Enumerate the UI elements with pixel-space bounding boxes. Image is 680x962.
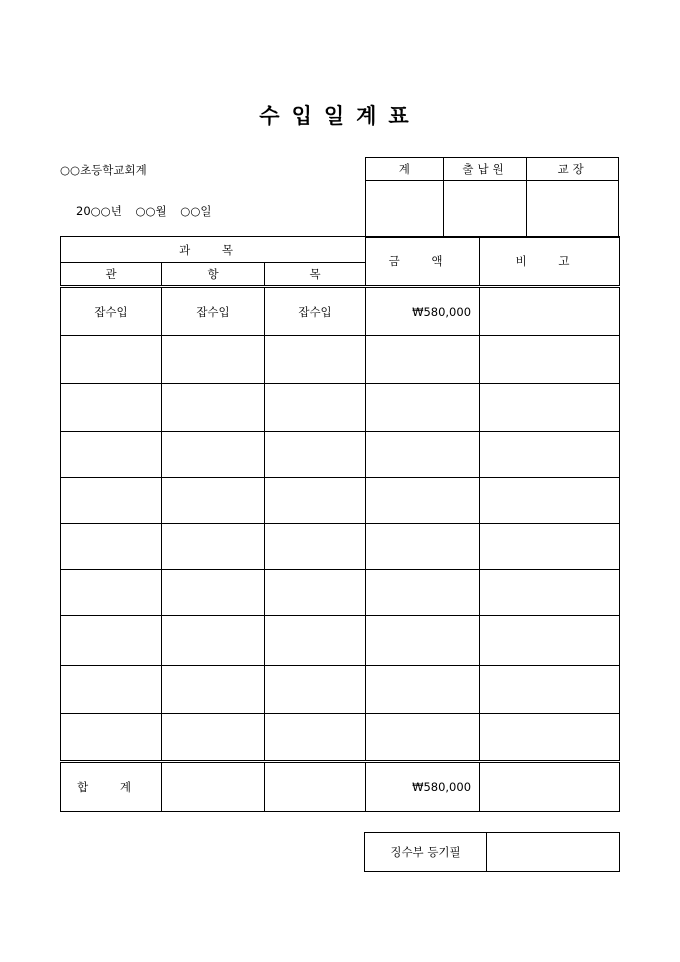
approval-sign-clerk[interactable] (366, 181, 444, 238)
empty-cell[interactable] (366, 570, 480, 616)
empty-cell[interactable] (480, 432, 620, 478)
approval-sign-principal[interactable] (527, 181, 619, 238)
empty-cell[interactable] (61, 336, 162, 384)
empty-cell[interactable] (480, 478, 620, 524)
ledger-box (364, 832, 620, 872)
empty-cell[interactable] (265, 384, 366, 432)
approval-header-clerk: 계 (366, 158, 444, 181)
empty-cell[interactable] (366, 384, 480, 432)
total-empty-cell (162, 762, 265, 812)
empty-cell[interactable] (480, 570, 620, 616)
empty-cell[interactable] (265, 666, 366, 714)
empty-cell[interactable] (480, 714, 620, 762)
empty-cell[interactable] (480, 336, 620, 384)
total-remark[interactable] (480, 762, 620, 812)
empty-cell[interactable] (480, 616, 620, 666)
empty-cell[interactable] (265, 616, 366, 666)
ledger-label: 징수부 등기필 (365, 833, 487, 872)
empty-cell[interactable] (162, 478, 265, 524)
total-empty-cell (265, 762, 366, 812)
page-title: 수입일계표 (259, 103, 421, 128)
cell-amount[interactable]: ₩580,000 (366, 287, 480, 336)
revenue-table (60, 236, 620, 812)
cell-gwan[interactable]: 잡수입 (61, 287, 162, 336)
empty-cell[interactable] (366, 432, 480, 478)
empty-cell[interactable] (265, 524, 366, 570)
empty-cell[interactable] (61, 384, 162, 432)
empty-cell[interactable] (265, 336, 366, 384)
approval-sign-cashier[interactable] (443, 181, 527, 238)
empty-cell[interactable] (366, 524, 480, 570)
empty-cell[interactable] (61, 570, 162, 616)
empty-cell[interactable] (366, 336, 480, 384)
approval-box (365, 157, 619, 238)
report-date: 20○○년 ○○월 ○○일 (76, 204, 212, 218)
empty-cell[interactable] (265, 432, 366, 478)
empty-cell[interactable] (265, 570, 366, 616)
empty-cell[interactable] (265, 478, 366, 524)
empty-cell[interactable] (480, 666, 620, 714)
cell-hang[interactable]: 잡수입 (162, 287, 265, 336)
empty-cell[interactable] (265, 714, 366, 762)
subject-group-header: 과 목 (61, 237, 366, 263)
cell-mok[interactable]: 잡수입 (265, 287, 366, 336)
empty-cell[interactable] (61, 666, 162, 714)
total-label: 합 계 (61, 762, 162, 812)
empty-cell[interactable] (61, 432, 162, 478)
cell-remark[interactable] (480, 287, 620, 336)
empty-cell[interactable] (162, 336, 265, 384)
total-amount: ₩580,000 (366, 762, 480, 812)
empty-cell[interactable] (366, 616, 480, 666)
approval-header-principal: 교장 (527, 158, 619, 181)
header-hang: 항 (162, 263, 265, 287)
remark-header: 비 고 (480, 237, 620, 287)
empty-cell[interactable] (366, 478, 480, 524)
approval-header-cashier: 출납원 (443, 158, 527, 181)
empty-cell[interactable] (366, 666, 480, 714)
header-mok: 목 (265, 263, 366, 287)
empty-cell[interactable] (366, 714, 480, 762)
empty-cell[interactable] (61, 478, 162, 524)
empty-cell[interactable] (61, 714, 162, 762)
empty-cell[interactable] (61, 524, 162, 570)
empty-cell[interactable] (162, 432, 265, 478)
ledger-sign[interactable] (487, 833, 620, 872)
empty-cell[interactable] (61, 616, 162, 666)
header-gwan: 관 (61, 263, 162, 287)
amount-header: 금 액 (366, 237, 480, 287)
empty-cell[interactable] (162, 384, 265, 432)
empty-cell[interactable] (162, 666, 265, 714)
empty-cell[interactable] (480, 384, 620, 432)
empty-cell[interactable] (480, 524, 620, 570)
organization-name: ○○초등학교회계 (60, 163, 147, 177)
empty-cell[interactable] (162, 714, 265, 762)
empty-cell[interactable] (162, 524, 265, 570)
empty-cell[interactable] (162, 616, 265, 666)
empty-cell[interactable] (162, 570, 265, 616)
